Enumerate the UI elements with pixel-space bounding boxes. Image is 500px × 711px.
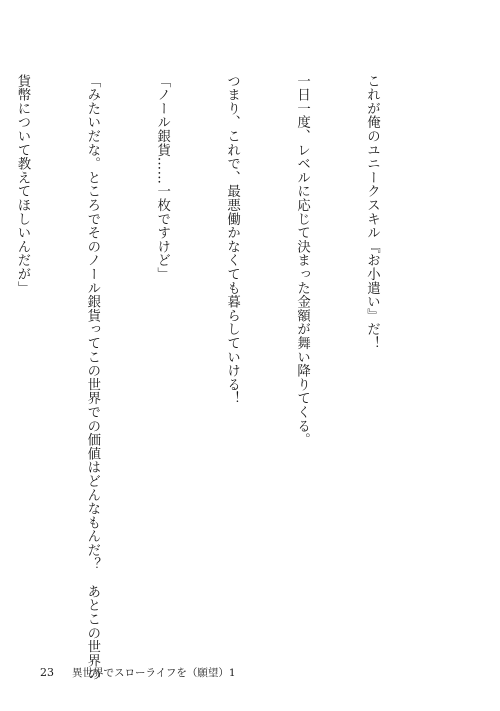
text-line: これが俺のユニークスキル『お小遣い』だ！ <box>364 74 380 350</box>
page-number: 23 <box>40 666 54 679</box>
text-line: 「みたいだな。ところでそのノール銀貨ってこの世界での価値はどんなもんだ？ あとこの世界の <box>84 74 100 682</box>
text-line: つまり、これで、最悪働かなくても暮らしていける！ <box>224 74 240 406</box>
text-line: 一日一度、レベルに応じて決まった金額が舞い降りてくる。 <box>294 74 310 447</box>
text-line: 「ノール銀貨……一枚ですけど」 <box>154 74 170 281</box>
book-title: 異世界でスローライフを（願望）1 <box>72 667 236 679</box>
text-line: 貨幣について教えてほしいんだが」 <box>14 74 30 295</box>
page-footer <box>40 665 236 680</box>
